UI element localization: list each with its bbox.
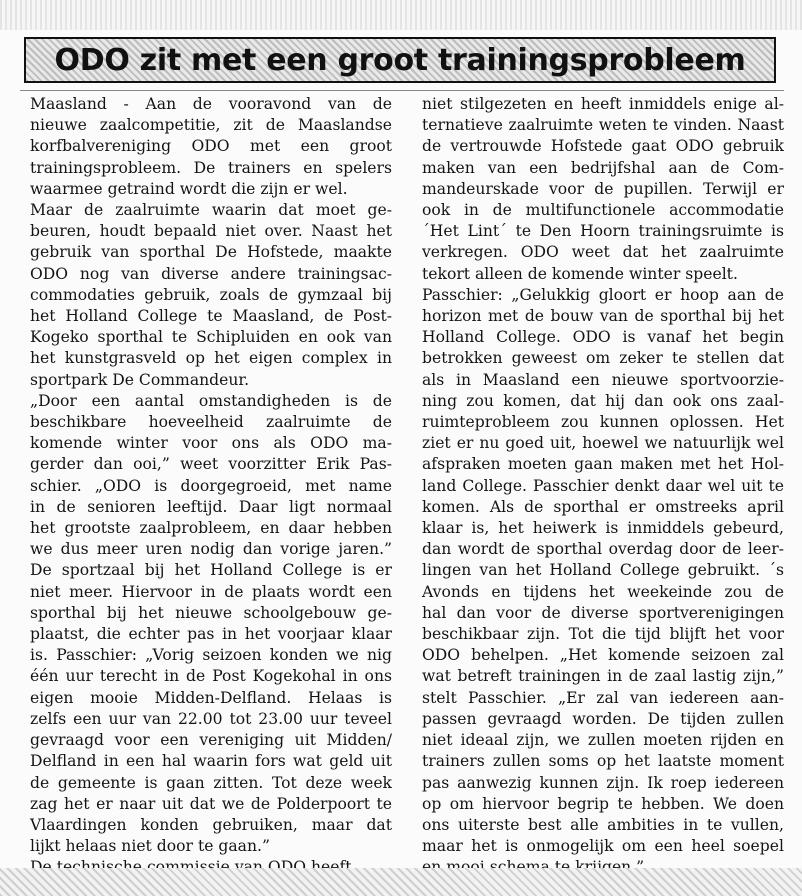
text-line: schier. „ODO is doorgegroeid, met name bbox=[30, 476, 392, 495]
text-line: maken van een bedrijfshal aan de Com- bbox=[422, 158, 784, 177]
text-line: als in Maasland een nieuwe sportvoorzie- bbox=[422, 370, 784, 389]
text-line: het grootste zaalprobleem, en daar hebben bbox=[30, 519, 392, 538]
text-line: het Holland College te Maasland, de Post- bbox=[30, 307, 392, 326]
text-line: we dus meer uren nodig dan vorige jaren.” bbox=[30, 540, 392, 559]
text-line: mandeurskade voor de pupillen. Terwijl er bbox=[422, 179, 784, 198]
text-line: land College. Passchier denkt daar wel uit te bbox=[422, 476, 784, 495]
text-line: passen gevraagd worden. De tijden zullen bbox=[422, 709, 784, 728]
text-line: is. Passchier: „Vorig seizoen konden we nig bbox=[30, 646, 392, 665]
article-column-left bbox=[30, 94, 392, 879]
text-line: ons uiterste best alle ambities in te vullen, bbox=[422, 815, 784, 834]
text-line: beschikbare hoeveelheid zaalruimte de bbox=[30, 413, 392, 432]
text-line: horizon met de bouw van de sporthal bij het bbox=[422, 307, 784, 326]
text-line: ODO nog van diverse andere trainingsac- bbox=[30, 264, 392, 283]
text-line: sporthal bij het nieuwe schoolgebouw ge- bbox=[30, 603, 392, 622]
text-line: stelt Passchier. „Er zal van iedereen aan- bbox=[422, 688, 784, 707]
text-line: beuren, houdt bepaald niet over. Naast het bbox=[30, 222, 392, 241]
text-line: niet meer. Hiervoor in de plaats wordt een bbox=[30, 582, 392, 601]
text-line: De sportzaal bij het Holland College is er bbox=[30, 561, 392, 580]
text-line: wat betreft trainingen in de zaal lastig zijn,” bbox=[422, 667, 784, 686]
text-line: ruimteprobleem zou kunnen oplossen. Het bbox=[422, 413, 784, 432]
text-line: korfbalvereniging ODO met een groot bbox=[30, 137, 392, 156]
headline-rule bbox=[20, 90, 784, 91]
text-line: Passchier: „Gelukkig gloort er hoop aan de bbox=[422, 285, 784, 304]
text-line: commodaties gebruik, zoals de gymzaal bij bbox=[30, 285, 392, 304]
text-line: afspraken moeten gaan maken met het Hol- bbox=[422, 455, 784, 474]
text-line: Delfland in een hal waarin fors wat geld uit bbox=[30, 752, 392, 771]
text-line: klaar is, het heiwerk is inmiddels gebeurd, bbox=[422, 519, 784, 538]
text-line: niet ideaal zijn, we zullen moeten rijden en bbox=[422, 731, 784, 750]
text-line: tekort alleen de komende winter speelt. bbox=[422, 264, 738, 283]
text-line: ternatieve zaalruimte weten te vinden. Naast bbox=[422, 116, 784, 135]
text-line: ook in de multifunctionele accommodatie bbox=[422, 201, 784, 220]
text-line: lingen van het Holland College gebruikt. ´s bbox=[422, 561, 784, 580]
text-line: Holland College. ODO is vanaf het begin bbox=[422, 328, 784, 347]
text-line: gevraagd voor een vereniging uit Midden/ bbox=[30, 731, 392, 750]
text-line: op om hiervoor begrip te hebben. We doen bbox=[422, 794, 784, 813]
text-line: dan wordt de sporthal overdag door de leer- bbox=[422, 540, 784, 559]
text-line: de vertrouwde Hofstede gaat ODO gebruik bbox=[422, 137, 784, 156]
text-line: hal dan voor de diverse sportverenigingen bbox=[422, 603, 784, 622]
text-line: niet stilgezeten en heeft inmiddels enige al- bbox=[422, 95, 784, 113]
text-line: verkregen. ODO weet dat het zaalruimte bbox=[422, 243, 784, 262]
text-line: sportpark De Commandeur. bbox=[30, 370, 250, 389]
text-line: Avonds en tijdens het weekeinde zou de bbox=[422, 582, 784, 601]
headline-box bbox=[24, 37, 776, 83]
text-line: komende winter voor ons als ODO ma- bbox=[30, 434, 392, 453]
text-line: waarmee getraind wordt die zijn er wel. bbox=[30, 179, 348, 198]
text-line: gebruik van sporthal De Hofstede, maakte bbox=[30, 243, 392, 262]
text-line: ODO behelpen. „Het komende seizoen zal bbox=[422, 646, 784, 665]
text-line: Maar de zaalruimte waarin dat moet ge- bbox=[30, 201, 392, 220]
text-line: eigen mooie Midden-Delfland. Helaas is bbox=[30, 688, 392, 707]
text-line: de gemeente is gaan zitten. Tot deze week bbox=[30, 773, 392, 792]
text-line: Vlaardingen konden gebruiken, maar dat bbox=[30, 815, 392, 834]
text-line: gerder dan ooi,” weet voorzitter Erik Pas- bbox=[30, 455, 392, 474]
text-line: ziet er nu goed uit, hoewel we natuurlijk wel bbox=[422, 434, 784, 453]
text-line: pas aanwezig kunnen zijn. Ik roep iedereen bbox=[422, 773, 784, 792]
text-line: trainingsprobleem. De trainers en spelers bbox=[30, 158, 392, 177]
scan-top-edge bbox=[0, 0, 802, 30]
text-line: in de senioren leeftijd. Daar ligt normaal bbox=[30, 497, 392, 516]
text-line: ´Het Lint´ te Den Hoorn trainingsruimte is bbox=[422, 222, 784, 241]
scan-bottom-edge bbox=[0, 868, 802, 896]
text-line: betrokken geweest om zeker te stellen dat bbox=[422, 349, 784, 368]
text-line: plaatst, die echter pas in het voorjaar klaar bbox=[30, 625, 392, 644]
text-line: nieuwe zaalcompetitie, zit de Maaslandse bbox=[30, 116, 392, 135]
text-line: het kunstgrasveld op het eigen complex in bbox=[30, 349, 392, 368]
text-line: lijkt helaas niet door te gaan.” bbox=[30, 837, 270, 856]
text-line: beschikbaar zijn. Tot die tijd blijft het voor bbox=[422, 625, 784, 644]
text-line: „Door een aantal omstandigheden is de bbox=[30, 391, 392, 410]
text-line: komen. Als de sporthal er omstreeks april bbox=[422, 497, 784, 516]
article-column-right bbox=[422, 94, 784, 879]
text-line: zag het er naar uit dat we de Polderpoort te bbox=[30, 794, 392, 813]
text-line: ning zou komen, dat hij dan ook ons zaal- bbox=[422, 391, 784, 410]
text-line: één uur terecht in de Post Kogekohal in ons bbox=[30, 667, 392, 686]
text-line: maar het is onmogelijk om een heel soepel bbox=[422, 837, 784, 856]
text-line: zelfs een uur van 22.00 tot 23.00 uur teveel bbox=[30, 709, 392, 728]
text-line: Kogeko sporthal te Schipluiden en ook van bbox=[30, 328, 392, 347]
headline: ODO zit met een groot trainingsprobleem bbox=[54, 42, 746, 78]
text-line: Maasland - Aan de vooravond van de bbox=[30, 95, 392, 113]
text-line: trainers zullen soms op het laatste moment bbox=[422, 752, 784, 771]
